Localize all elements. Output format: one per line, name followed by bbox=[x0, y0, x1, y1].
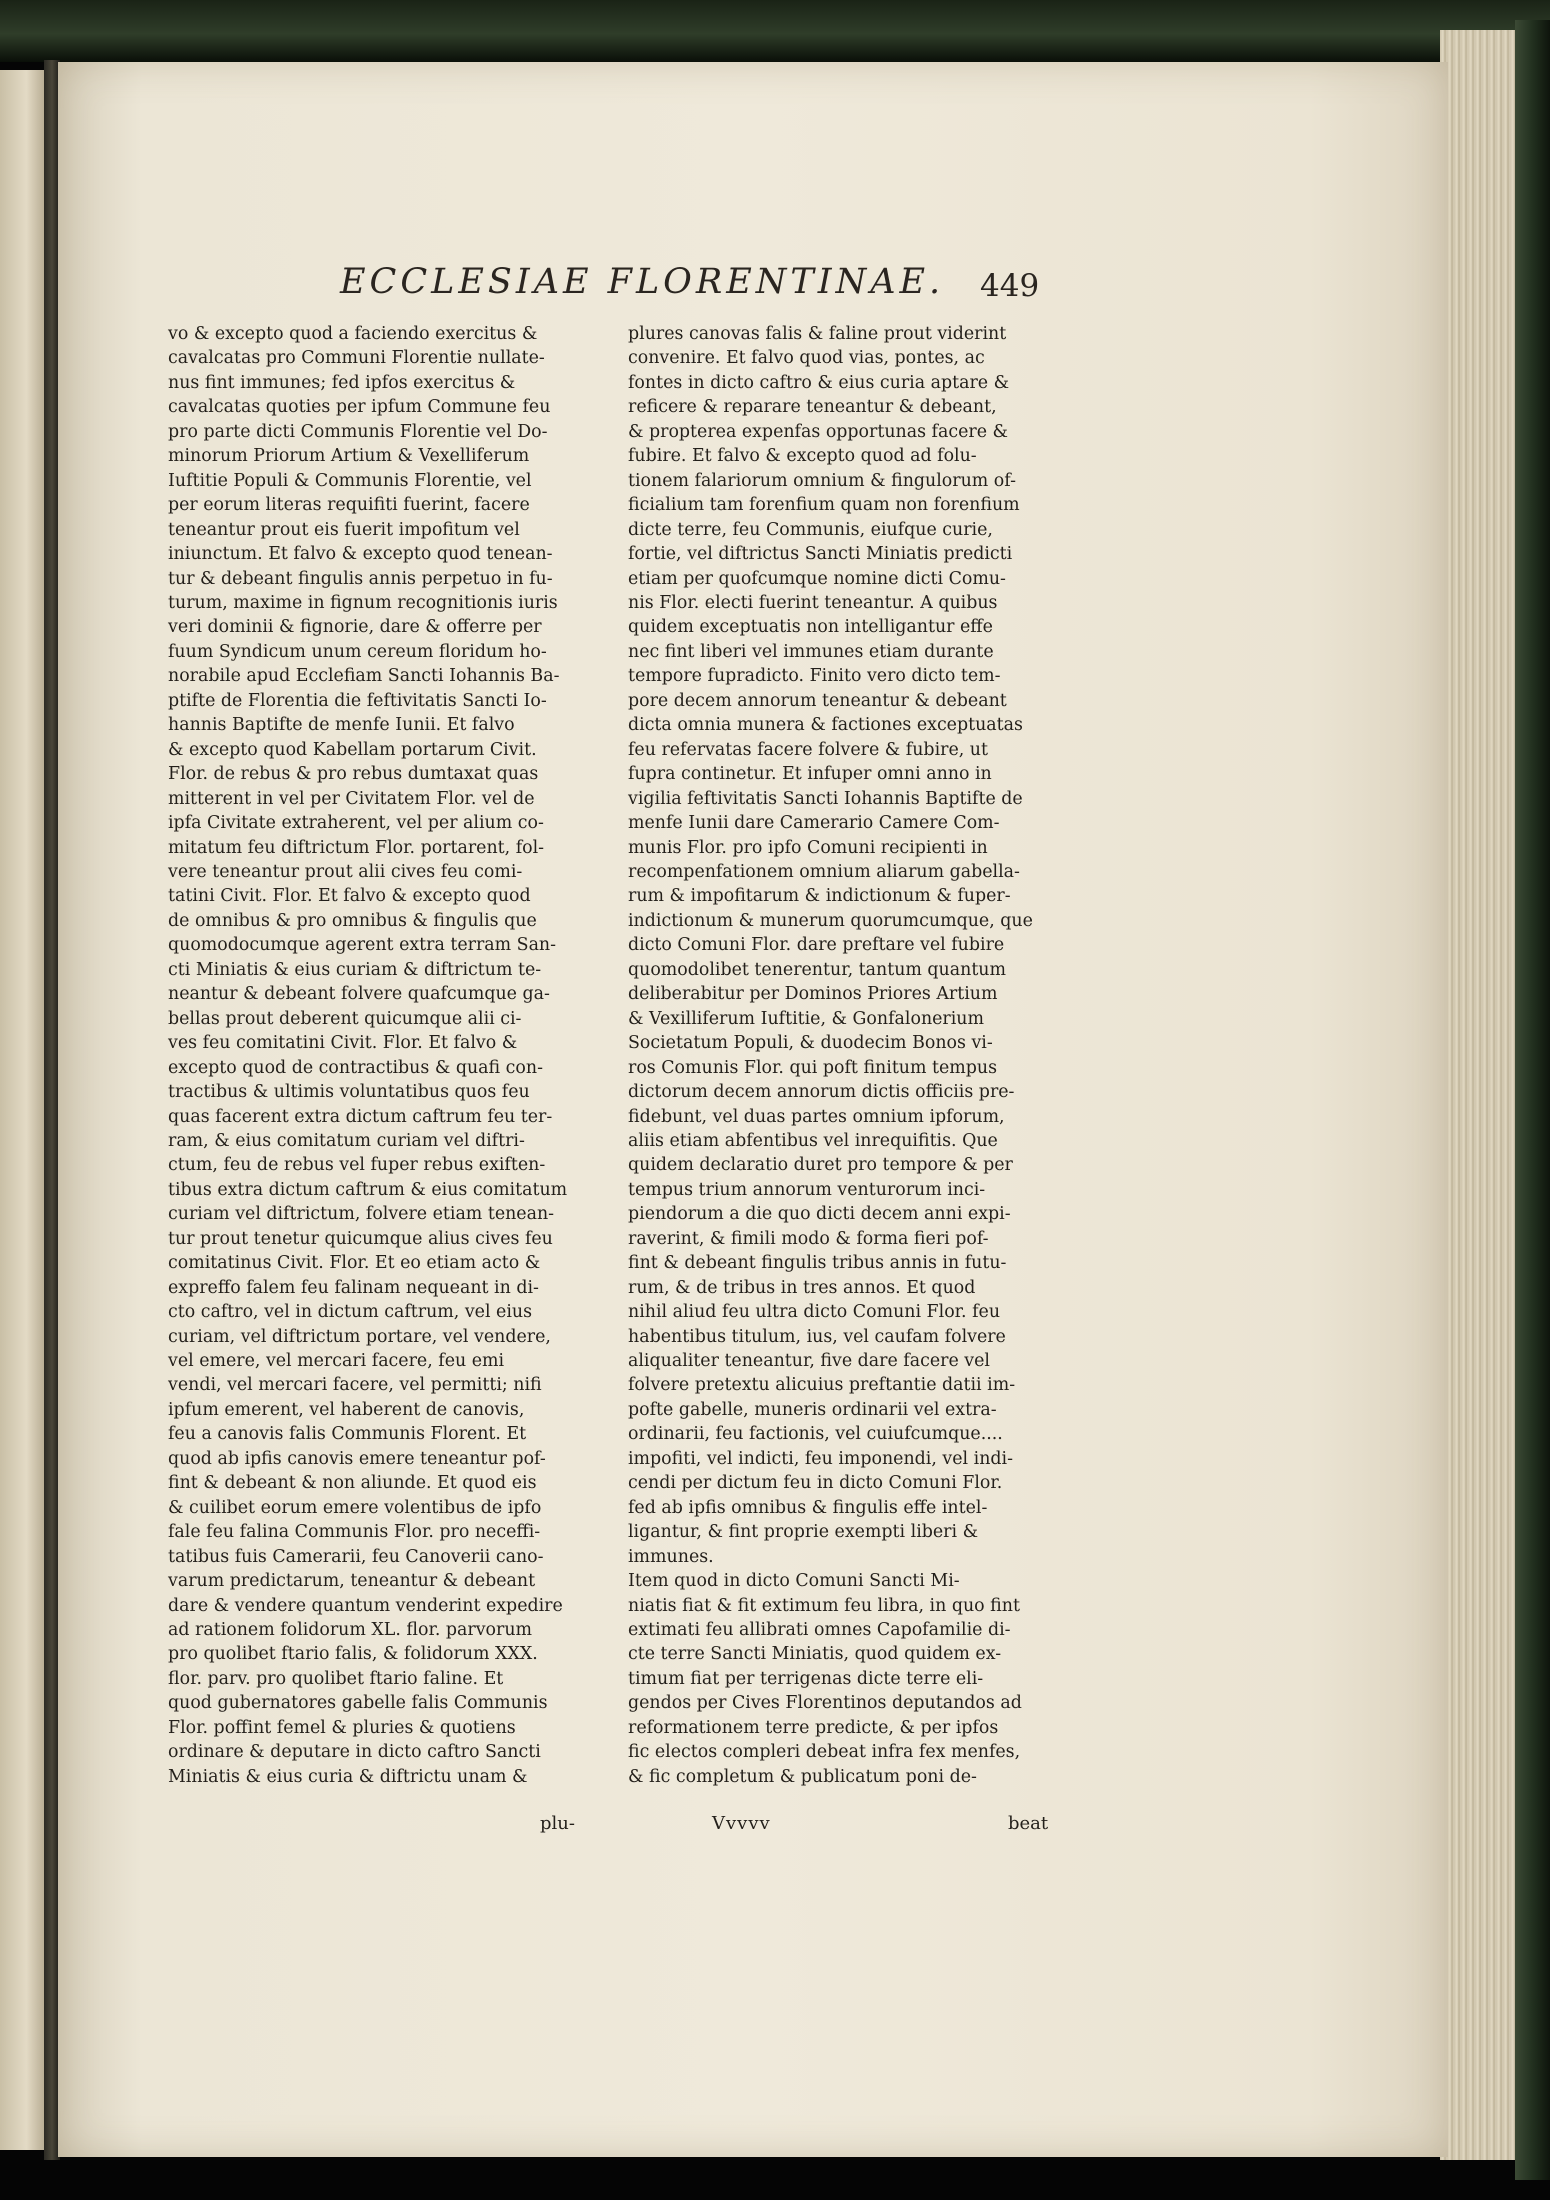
text-line: quomodolibet tenerentur, tantum quantum bbox=[628, 959, 1006, 980]
text-line: immunes. bbox=[628, 1546, 714, 1567]
text-line: & cuilibet eorum emere volentibus de ipfo bbox=[168, 1497, 542, 1518]
text-line: timum fiat per terrigenas dicte terre eli- bbox=[628, 1668, 984, 1689]
text-line: cte terre Sancti Miniatis, quod quidem ex- bbox=[628, 1644, 1002, 1665]
text-line: Item quod in dicto Comuni Sancti Mi- bbox=[628, 1571, 960, 1592]
text-line: vigilia feftivitatis Sancti Iohannis Baptifte de bbox=[628, 788, 1023, 809]
text-line: dictorum decem annorum dictis officiis pre- bbox=[628, 1082, 1015, 1103]
text-line: fontes in dicto caftro & eius curia aptare & bbox=[628, 372, 1010, 393]
text-line: bellas prout deberent quicumque alii ci- bbox=[168, 1008, 522, 1029]
text-line: niatis fiat & fit extimum feu libra, in quo fint bbox=[628, 1595, 1020, 1616]
text-line: quidem declaratio duret pro tempore & per bbox=[628, 1155, 1013, 1176]
text-line: teneantur prout eis fuerit impofitum vel bbox=[168, 519, 520, 540]
text-line: tur & debeant fingulis annis perpetuo in fu- bbox=[168, 568, 553, 589]
text-line: vere teneantur prout alii cives feu comi- bbox=[168, 861, 523, 882]
text-line: etiam per quofcumque nomine dicti Comu- bbox=[628, 568, 1006, 589]
left-text-column bbox=[168, 322, 598, 1789]
page-stack-edge bbox=[1440, 30, 1520, 2160]
text-line: fed ab ipfis omnibus & fingulis effe intel- bbox=[628, 1497, 988, 1518]
text-line: curiam vel diftrictum, folvere etiam tenean- bbox=[168, 1204, 555, 1225]
text-line: extimati feu allibrati omnes Capofamilie di- bbox=[628, 1620, 1011, 1641]
text-line: nihil aliud feu ultra dicto Comuni Flor. feu bbox=[628, 1302, 1001, 1323]
text-line: curiam, vel diftrictum portare, vel vendere, bbox=[168, 1326, 551, 1347]
text-line: rum, & de tribus in tres annos. Et quod bbox=[628, 1277, 976, 1298]
text-line: cavalcatas quoties per ipfum Commune feu bbox=[168, 397, 551, 418]
text-line: habentibus titulum, ius, vel caufam folvere bbox=[628, 1326, 1006, 1347]
right-text-column bbox=[628, 322, 1070, 1789]
text-line: ordinarii, feu factionis, vel cuiufcumque.... bbox=[628, 1424, 1003, 1445]
text-line: tractibus & ultimis voluntatibus quos feu bbox=[168, 1082, 530, 1103]
text-line: dicte terre, feu Communis, eiufque curie, bbox=[628, 519, 993, 540]
text-line: cendi per dictum feu in dicto Comuni Flor. bbox=[628, 1473, 1003, 1494]
text-line: ipfum emerent, vel haberent de canovis, bbox=[168, 1399, 525, 1420]
text-line: tempore fupradicto. Finito vero dicto tem- bbox=[628, 666, 1001, 687]
text-line: quomodocumque agerent extra terram San- bbox=[168, 935, 557, 956]
text-line: per eorum literas requifiti fuerint, facere bbox=[168, 495, 530, 516]
text-line: menfe Iunii dare Camerario Camere Com- bbox=[628, 813, 1000, 834]
catchword-right: beat bbox=[1008, 1813, 1049, 1834]
text-line: pro quolibet ftario falis, & folidorum XXX. bbox=[168, 1644, 538, 1665]
text-line: tatibus fuis Camerarii, feu Canoverii cano- bbox=[168, 1546, 544, 1567]
text-line: aliqualiter teneantur, five dare facere vel bbox=[628, 1351, 990, 1372]
text-line: feu refervatas facere folvere & fubire, ut bbox=[628, 739, 988, 760]
page-number: 449 bbox=[980, 268, 1040, 304]
text-line: varum predictarum, teneantur & debeant bbox=[168, 1571, 536, 1592]
text-line: tionem falariorum omnium & fingulorum of- bbox=[628, 470, 1016, 491]
text-line: dare & vendere quantum venderint expedire bbox=[168, 1595, 563, 1616]
text-line: vendi, vel mercari facere, vel permitti; nifi bbox=[168, 1375, 542, 1396]
text-line: cavalcatas pro Communi Florentie nullate- bbox=[168, 348, 545, 369]
text-line: pro parte dicti Communis Florentie vel Do- bbox=[168, 421, 548, 442]
text-line: reformationem terre predicte, & per ipfos bbox=[628, 1717, 999, 1738]
text-line: Flor. poffint femel & pluries & quotiens bbox=[168, 1717, 516, 1738]
text-line: pofte gabelle, muneris ordinarii vel extra- bbox=[628, 1399, 997, 1420]
text-line: ctum, feu de rebus vel fuper rebus exiften- bbox=[168, 1155, 546, 1176]
text-line: cto caftro, vel in dictum caftrum, vel eius bbox=[168, 1302, 533, 1323]
text-line: quas facerent extra dictum caftrum feu ter- bbox=[168, 1106, 553, 1127]
text-line: fale feu falina Communis Flor. pro neceffi- bbox=[168, 1522, 541, 1543]
text-line: recompenfationem omnium aliarum gabella- bbox=[628, 861, 1020, 882]
text-line: deliberabitur per Dominos Priores Artium bbox=[628, 984, 998, 1005]
book-cover-edge bbox=[1515, 20, 1550, 2180]
text-line: rum & impofitarum & indictionum & fuper- bbox=[628, 886, 1011, 907]
text-line: fortie, vel diftrictus Sancti Miniatis predicti bbox=[628, 544, 1013, 565]
text-line: expreffo falem feu falinam nequeant in di- bbox=[168, 1277, 539, 1298]
text-line: gendos per Cives Florentinos deputandos ad bbox=[628, 1693, 1022, 1714]
text-line: fint & debeant & non aliunde. Et quod eis bbox=[168, 1473, 537, 1494]
text-line: iniunctum. Et falvo & excepto quod tenean- bbox=[168, 544, 553, 565]
text-line: & Vexilliferum Iuftitie, & Gonfalonerium bbox=[628, 1008, 984, 1029]
text-line: ros Comunis Flor. qui poft finitum tempus bbox=[628, 1057, 998, 1078]
text-line: fic electos compleri debeat infra fex menfes, bbox=[628, 1742, 1021, 1763]
text-line: nis Flor. electi fuerint teneantur. A quibus bbox=[628, 592, 998, 613]
text-line: norabile apud Ecclefiam Sancti Iohannis Ba- bbox=[168, 666, 560, 687]
text-line: reficere & reparare teneantur & debeant, bbox=[628, 397, 997, 418]
text-line: ves feu comitatini Civit. Flor. Et falvo & bbox=[168, 1033, 518, 1054]
text-line: indictionum & munerum quorumcumque, que bbox=[628, 910, 1033, 931]
text-line: comitatinus Civit. Flor. Et eo etiam acto & bbox=[168, 1253, 541, 1274]
text-line: & propterea expenfas opportunas facere & bbox=[628, 421, 1008, 442]
text-line: aliis etiam abfentibus vel inrequifitis. Que bbox=[628, 1130, 998, 1151]
text-line: convenire. Et falvo quod vias, pontes, ac bbox=[628, 348, 985, 369]
text-line: hannis Baptifte de menfe Iunii. Et falvo bbox=[168, 715, 515, 736]
text-line: ad rationem folidorum XL. flor. parvorum bbox=[168, 1620, 533, 1641]
text-line: de omnibus & pro omnibus & fingulis que bbox=[168, 910, 537, 931]
text-line: vel emere, vel mercari facere, feu emi bbox=[168, 1351, 505, 1372]
text-line: mitatum feu diftrictum Flor. portarent, fol- bbox=[168, 837, 545, 858]
text-line: nec fint liberi vel immunes etiam durante bbox=[628, 641, 994, 662]
text-line: & fic completum & publicatum poni de- bbox=[628, 1766, 977, 1787]
text-line: feu a canovis falis Communis Florent. Et bbox=[168, 1424, 527, 1445]
text-line: plures canovas falis & faline prout viderint bbox=[628, 324, 1007, 344]
text-line: cti Miniatis & eius curiam & diftrictum te- bbox=[168, 959, 542, 980]
text-line: excepto quod de contractibus & quafi con- bbox=[168, 1057, 543, 1078]
text-line: Iuftitie Populi & Communis Florentie, vel bbox=[168, 470, 532, 491]
text-line: vo & excepto quod a faciendo exercitus & bbox=[168, 324, 538, 344]
text-line: dicta omnia munera & factiones exceptuatas bbox=[628, 715, 1023, 736]
text-line: piendorum a die quo dicti decem anni expi- bbox=[628, 1204, 1011, 1225]
signature-mark: Vvvvv bbox=[712, 1813, 771, 1834]
book-cover-top bbox=[0, 0, 1550, 62]
text-line: ficialium tam forenfium quam non forenfium bbox=[628, 495, 1020, 516]
text-line: neantur & debeant folvere quafcumque ga- bbox=[168, 984, 550, 1005]
text-line: quod gubernatores gabelle falis Communis bbox=[168, 1693, 548, 1714]
text-line: ptifte de Florentia die feftivitatis Sancti Io- bbox=[168, 690, 547, 711]
text-line: Societatum Populi, & duodecim Bonos vi- bbox=[628, 1033, 993, 1054]
text-line: fint & debeant fingulis tribus annis in futu- bbox=[628, 1253, 1007, 1274]
text-line: ram, & eius comitatum curiam vel diftri- bbox=[168, 1130, 525, 1151]
catchword-left: plu- bbox=[540, 1813, 575, 1834]
text-line: fuum Syndicum unum cereum floridum ho- bbox=[168, 641, 547, 662]
text-line: impofiti, vel indicti, feu imponendi, vel indi- bbox=[628, 1448, 1013, 1469]
text-line: flor. parv. pro quolibet ftario faline. Et bbox=[168, 1668, 504, 1689]
text-line: folvere pretextu alicuius preftantie datii im- bbox=[628, 1375, 1016, 1396]
running-head: ECCLESIAE FLORENTINAE. bbox=[340, 262, 945, 302]
text-line: fidebunt, vel duas partes omnium ipforum, bbox=[628, 1106, 1005, 1127]
text-line: ligantur, & fint proprie exempti liberi & bbox=[628, 1522, 979, 1543]
facing-page-edge bbox=[0, 70, 44, 2150]
text-line: Flor. de rebus & pro rebus dumtaxat quas bbox=[168, 764, 539, 785]
text-line: tur prout tenetur quicumque alius cives feu bbox=[168, 1228, 553, 1249]
text-line: tatini Civit. Flor. Et falvo & excepto quod bbox=[168, 886, 531, 907]
text-line: quod ab ipfis canovis emere teneantur pof- bbox=[168, 1448, 546, 1469]
text-line: Miniatis & eius curia & diftrictu unam & bbox=[168, 1766, 528, 1787]
text-line: ordinare & deputare in dicto caftro Sancti bbox=[168, 1742, 541, 1763]
text-line: nus fint immunes; fed ipfos exercitus & bbox=[168, 372, 516, 393]
text-line: minorum Priorum Artium & Vexelliferum bbox=[168, 446, 530, 467]
text-line: quidem exceptuatis non intelligantur effe bbox=[628, 617, 993, 638]
text-line: veri dominii & fignorie, dare & offerre per bbox=[168, 617, 542, 638]
text-line: raverint, & fimili modo & forma fieri pof- bbox=[628, 1228, 989, 1249]
text-line: mitterent in vel per Civitatem Flor. vel de bbox=[168, 788, 535, 809]
text-line: turum, maxime in fignum recognitionis iuris bbox=[168, 592, 558, 613]
text-line: fubire. Et falvo & excepto quod ad folu- bbox=[628, 446, 977, 467]
text-line: pore decem annorum teneantur & debeant bbox=[628, 690, 1007, 711]
text-line: dicto Comuni Flor. dare preftare vel fubire bbox=[628, 935, 1005, 956]
text-line: fupra continetur. Et infuper omni anno in bbox=[628, 764, 992, 785]
text-line: ipfa Civitate extraherent, vel per alium co- bbox=[168, 813, 544, 834]
text-line: tempus trium annorum venturorum inci- bbox=[628, 1179, 986, 1200]
text-line: munis Flor. pro ipfo Comuni recipienti in bbox=[628, 837, 988, 858]
text-line: tibus extra dictum caftrum & eius comitatum bbox=[168, 1179, 568, 1200]
text-line: & excepto quod Kabellam portarum Civit. bbox=[168, 739, 537, 760]
